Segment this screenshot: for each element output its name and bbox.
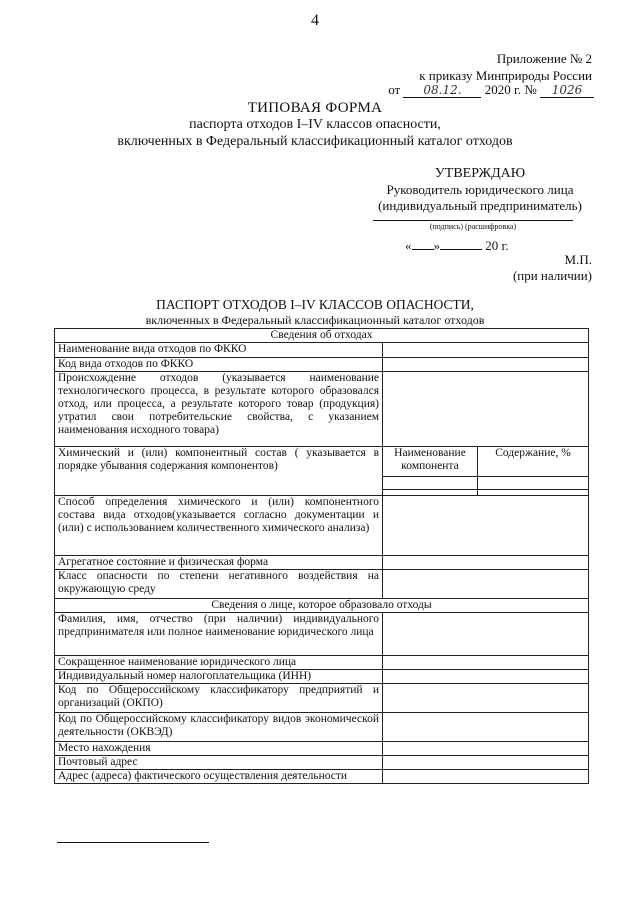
passport-subtitle: включенных в Федеральный классификационный каталог отходов (145, 313, 485, 327)
form-subtitle-2: включенных в Федеральный классификационный каталог отходов (117, 134, 513, 149)
order-date-handwritten: 08.12. (403, 83, 481, 98)
row-value-inn (383, 670, 589, 684)
row-value-okpo (383, 684, 589, 713)
row-label-method: Способ определения химического и (или) компонентного состава вида отходов(указывается согласно документации и (или) с использованием количественного химического анализа) (55, 496, 383, 556)
section-waste-info: Сведения об отходах (55, 329, 589, 343)
form-subtitle-1: паспорта отходов I–IV классов опасности, (189, 117, 441, 132)
row-label-hazard-class: Класс опасности по степени негативного воздействия на окружающую среду (55, 570, 383, 599)
stamp-label: М.П. (564, 252, 592, 267)
component-content-cell (478, 477, 589, 490)
row-value-short-name (383, 656, 589, 670)
order-date-line (388, 82, 594, 98)
stamp-note: (при наличии) (512, 268, 592, 283)
approve-head-line1: Руководитель юридического лица (386, 182, 574, 197)
quote-open: « (405, 238, 412, 253)
signature-caption: (подпись) (расшифровка) (429, 222, 517, 231)
order-date-label: от (388, 82, 401, 97)
approval-date-line (405, 238, 509, 254)
waste-passport-table (54, 328, 589, 784)
signature-line (373, 220, 573, 221)
approve-head-line2: (индивидуальный предприниматель) (378, 198, 582, 213)
row-label-origin: Происхождение отходов (указывается наименование технологического процесса, в результате которого образовался отход, или процесса, а результате которого товар (продукция) утратил свои потребительские свойства, с указанием наименования исходного товара) (55, 372, 383, 447)
appendix-order: к приказу Минприроды России (419, 68, 592, 83)
row-value-method (383, 496, 589, 556)
approval-year: 20 г. (485, 238, 509, 253)
row-value-actual-address (383, 770, 589, 784)
quote-close: » (433, 238, 440, 253)
approve-heading: УТВЕРЖДАЮ (434, 166, 526, 181)
form-title: ТИПОВАЯ ФОРМА (247, 100, 383, 116)
row-value-okved (383, 713, 589, 742)
col-header-component: Наименование компонента (383, 447, 478, 477)
row-label-postal: Почтовый адрес (55, 756, 383, 770)
appendix-number: Приложение № 2 (496, 51, 592, 66)
row-label-okpo: Код по Общероссийскому классификатору предприятий и организаций (ОКПО) (55, 684, 383, 713)
order-year-label: 2020 г. № (484, 82, 537, 97)
row-label-waste-code: Код вида отходов по ФККО (55, 358, 383, 372)
row-label-person: Фамилия, имя, отчество (при наличии) индивидуального предпринимателя или полное наименование юридического лица (55, 613, 383, 656)
row-value-hazard-class (383, 570, 589, 599)
row-label-okved: Код по Общероссийскому классификатору видов экономической деятельности (ОКВЭД) (55, 713, 383, 742)
row-label-actual-address: Адрес (адреса) фактического осуществления деятельности (55, 770, 383, 784)
row-label-composition: Химический и (или) компонентный состав ( указывается в порядке убывания содержания компонентов) (55, 447, 383, 496)
row-value-location (383, 742, 589, 756)
row-label-short-name: Сокращенное наименование юридического лица (55, 656, 383, 670)
section-generator-info: Сведения о лице, которое образовало отходы (55, 599, 589, 613)
page-number: 4 (311, 12, 319, 29)
row-value-person (383, 613, 589, 656)
passport-title: ПАСПОРТ ОТХОДОВ I–IV КЛАССОВ ОПАСНОСТИ, (156, 297, 474, 312)
row-value-waste-name (383, 343, 589, 358)
row-value-postal (383, 756, 589, 770)
row-label-waste-name: Наименование вида отходов по ФККО (55, 343, 383, 358)
row-label-inn: Индивидуальный номер налогоплательщика (ИНН) (55, 670, 383, 684)
component-name-cell (383, 477, 478, 490)
footnote-separator (57, 842, 209, 843)
order-number-handwritten: 1026 (540, 83, 594, 98)
row-value-state (383, 556, 589, 570)
row-label-location: Место нахождения (55, 742, 383, 756)
row-value-waste-code (383, 358, 589, 372)
row-value-origin (383, 372, 589, 447)
col-header-content: Содержание, % (478, 447, 589, 477)
row-label-state: Агрегатное состояние и физическая форма (55, 556, 383, 570)
